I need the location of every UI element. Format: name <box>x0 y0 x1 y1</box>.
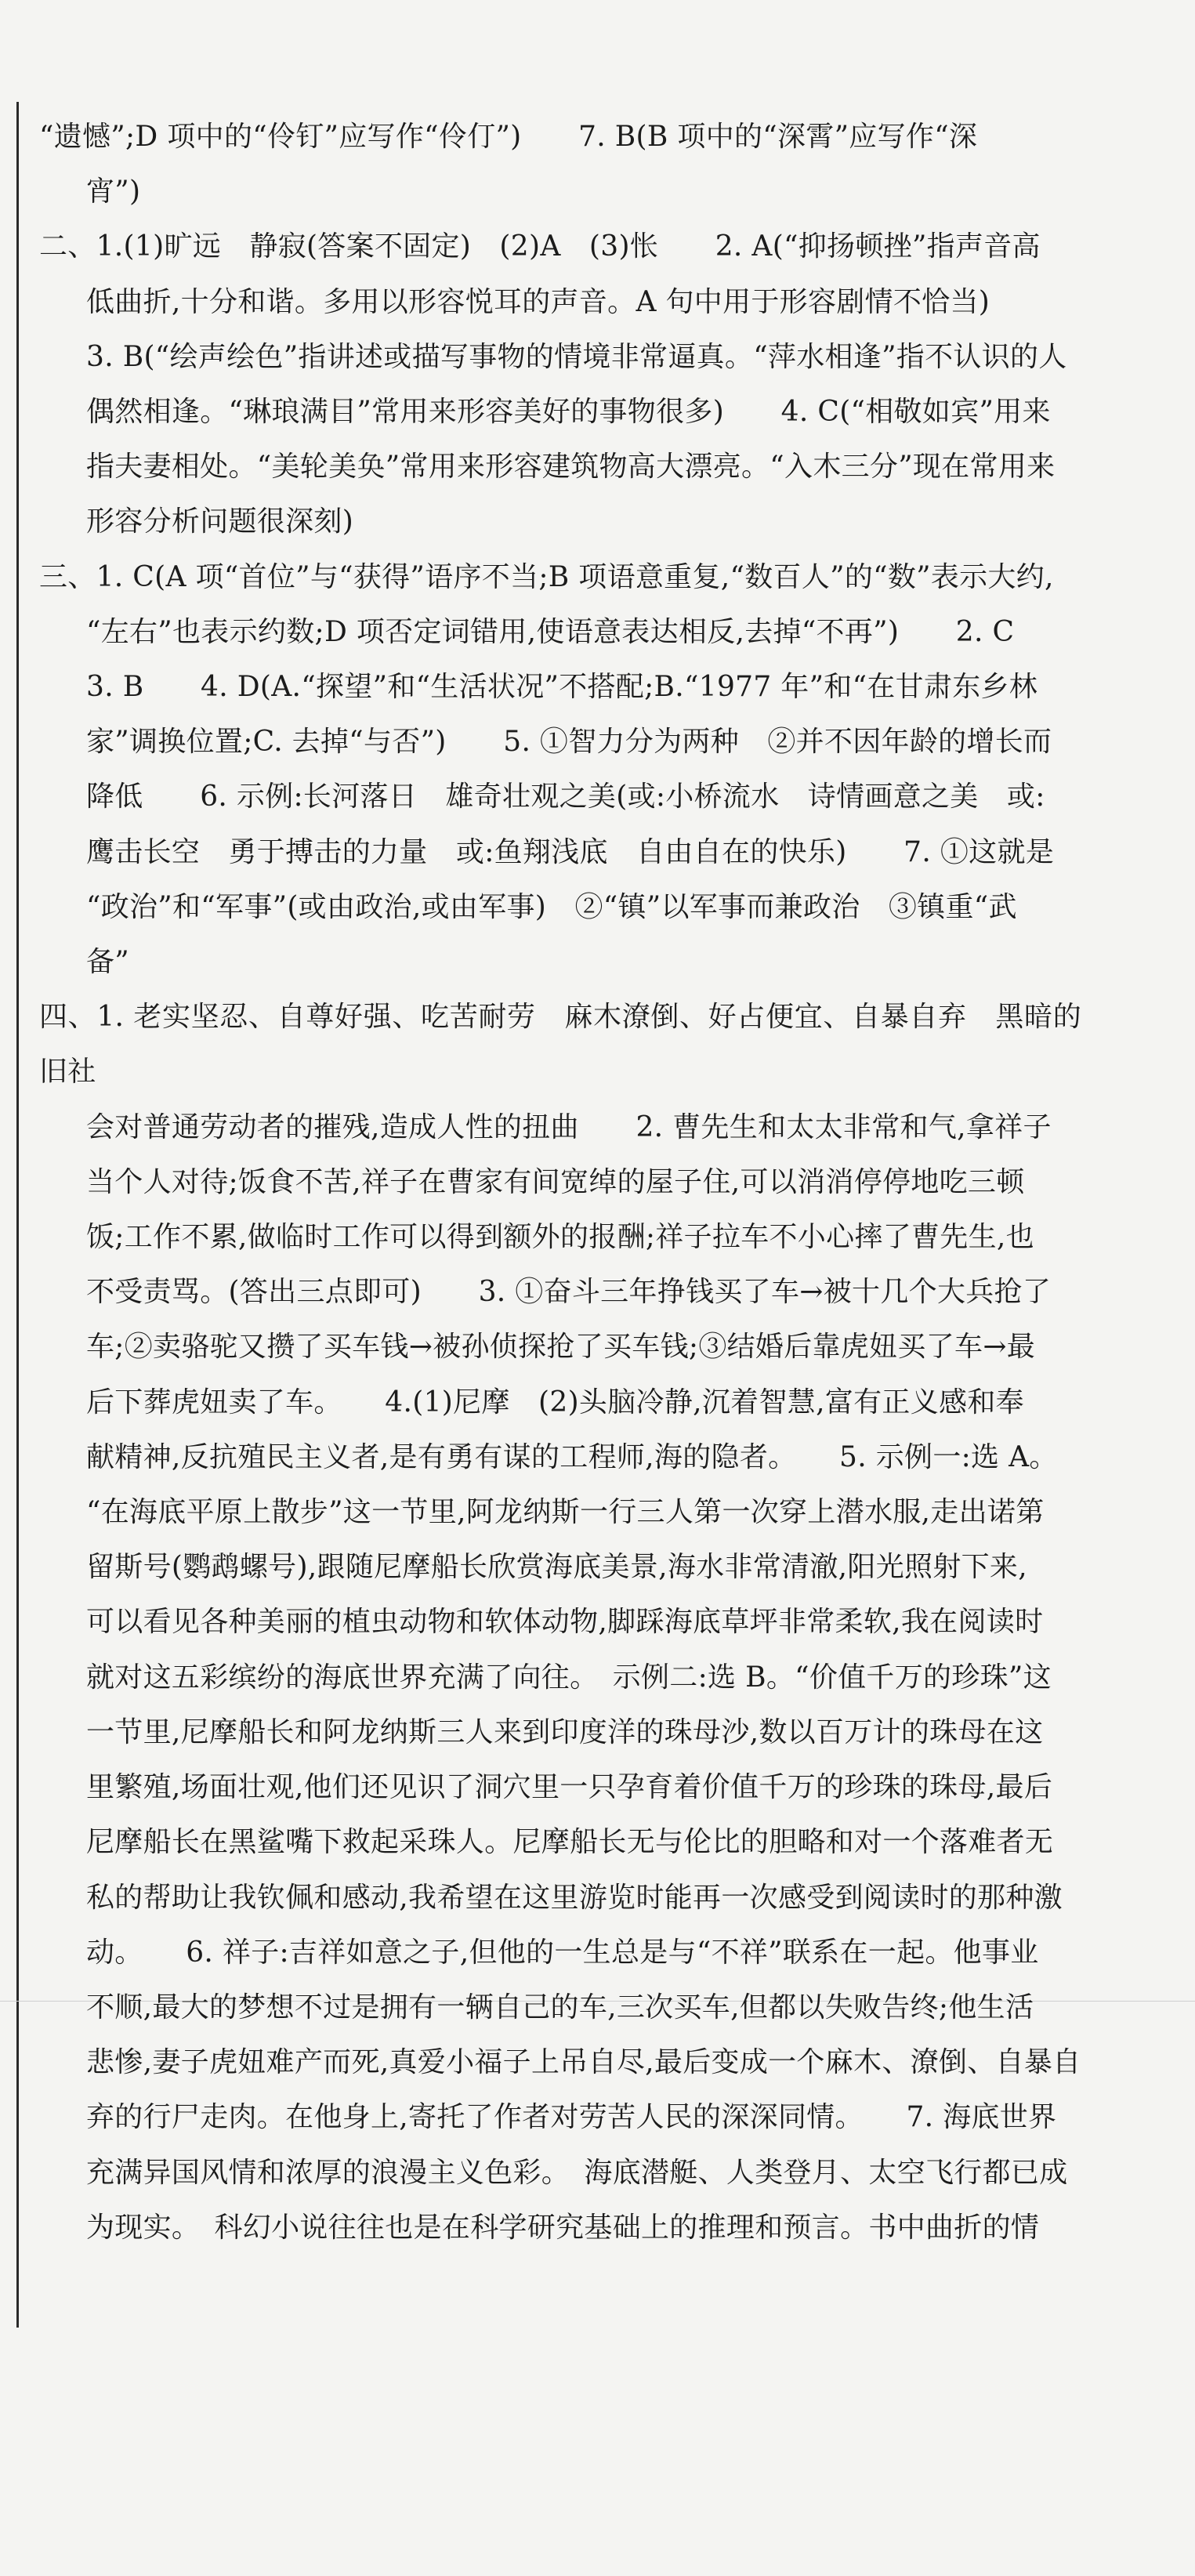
text-line: “左右”也表示约数;D 项否定词错用,使语意表达相反,去掉“不再”) 2. C <box>86 615 1015 648</box>
text-line: 就对这五彩缤纷的海底世界充满了向往。 示例二:选 B。“价值千万的珍珠”这 <box>86 1661 1052 1694</box>
text-line: 宵”) <box>86 176 141 208</box>
text-line: 家”调换位置;C. 去掉“与否”) 5. ①智力分为两种 ②并不因年龄的增长而 <box>86 726 1052 759</box>
text-line: “遗憾”;D 项中的“伶钉”应写作“伶仃”) 7. B(B 项中的“深霄”应写作“深 <box>39 121 978 153</box>
text-line: 3. B(“绘声绘色”指讲述或描写事物的情境非常逼真。“萍水相逢”指不认识的人 <box>86 340 1067 373</box>
text-line: 为现实。 科幻小说往往也是在科学研究基础上的推理和预言。书中曲折的情 <box>86 2211 1040 2244</box>
text-line: “政治”和“军事”(或由政治,或由军事) ②“镇”以军事而兼政治 ③镇重“武 <box>86 890 1017 923</box>
text-line: 动。 6. 祥子:吉祥如意之子,但他的一生总是与“不祥”联系在一起。他事业 <box>86 1936 1039 1969</box>
text-line: 鹰击长空 勇于搏击的力量 或:鱼翔浅底 自由自在的快乐) 7. ①这就是 <box>86 835 1055 868</box>
text-line: 低曲折,十分和谐。多用以形容悦耳的声音。A 句中用于形容剧情不恰当) <box>86 285 990 318</box>
text-line: 形容分析问题很深刻) <box>86 505 354 538</box>
left-margin-line <box>16 102 19 2328</box>
text-line: 悲惨,妻子虎妞难产而死,真爱小福子上吊自尽,最后变成一个麻木、潦倒、自暴自 <box>86 2046 1081 2079</box>
text-line: 献精神,反抗殖民主义者,是有勇有谋的工程师,海的隐者。 5. 示例一:选 A。 <box>86 1440 1058 1473</box>
section-three <box>39 550 1081 991</box>
text-line: 车;②卖骆驼又攒了买车钱→被孙侦探抢了买车钱;③结婚后靠虎妞买了车→最 <box>86 1331 1036 1364</box>
text-line: 留斯号(鹦鹉螺号),跟随尼摩船长欣赏海底美景,海水非常清澈,阳光照射下来, <box>86 1551 1027 1584</box>
text-line: 饭;工作不累,做临时工作可以得到额外的报酬;祥子拉车不小心摔了曹先生,也 <box>86 1221 1034 1254</box>
text-line: 偶然相逢。“琳琅满目”常用来形容美好的事物很多) 4. C(“相敬如宾”用来 <box>86 396 1051 429</box>
section-two <box>39 219 1081 549</box>
section-continuation <box>39 110 1081 219</box>
text-line: 尼摩船长在黑鲨嘴下救起采珠人。尼摩船长无与伦比的胆略和对一个落难者无 <box>86 1826 1054 1859</box>
text-line: 三、1. C(A 项“首位”与“获得”语序不当;B 项语意重复,“数百人”的“数”表示大约, <box>39 560 1054 593</box>
text-line: 一节里,尼摩船长和阿龙纳斯三人来到印度洋的珠母沙,数以百万计的珠母在这 <box>86 1716 1044 1748</box>
text-line: 不受责骂。(答出三点即可) 3. ①奋斗三年挣钱买了车→被十几个大兵抢了 <box>86 1276 1052 1309</box>
text-line: 弃的行尸走肉。在他身上,寄托了作者对劳苦人民的深深同情。 7. 海底世界 <box>86 2101 1057 2134</box>
text-line: 里繁殖,场面壮观,他们还见识了洞穴里一只孕育着价值千万的珍珠的珠母,最后 <box>86 1771 1053 1804</box>
text-line: 充满异国风情和浓厚的浪漫主义色彩。 海底潜艇、人类登月、太空飞行都已成 <box>86 2156 1068 2189</box>
answer-text <box>39 110 1081 2255</box>
text-line: “在海底平原上散步”这一节里,阿龙纳斯一行三人第一次穿上潜水服,走出诺第 <box>86 1496 1045 1529</box>
text-line: 可以看见各种美丽的植虫动物和软体动物,脚踩海底草坪非常柔软,我在阅读时 <box>86 1606 1044 1639</box>
section-four <box>39 990 1081 2255</box>
text-line: 会对普通劳动者的摧残,造成人性的扭曲 2. 曹先生和太太非常和气,拿祥子 <box>86 1110 1052 1143</box>
text-line: 备” <box>86 946 130 979</box>
text-line: 3. B 4. D(A.“探望”和“生活状况”不搭配;B.“1977 年”和“在甘肃东乡林 <box>86 671 1038 704</box>
text-line: 降低 6. 示例:长河落日 雄奇壮观之美(或:小桥流水 诗情画意之美 或: <box>86 781 1045 813</box>
text-line: 后下葬虎妞卖了车。 4.(1)尼摩 (2)头脑冷静,沉着智慧,富有正义感和奉 <box>86 1386 1024 1418</box>
text-line: 私的帮助让我钦佩和感动,我希望在这里游览时能再一次感受到阅读时的那种激 <box>86 1881 1063 1914</box>
text-line: 二、1.(1)旷远 静寂(答案不固定) (2)A (3)怅 2. A(“抑扬顿挫”指声音高 <box>39 230 1041 263</box>
text-line: 不顺,最大的梦想不过是拥有一辆自己的车,三次买车,但都以失败告终;他生活 <box>86 1991 1034 2023</box>
text-line: 四、1. 老实坚忍、自尊好强、吃苦耐劳 麻木潦倒、好占便宜、自暴自弃 黑暗的旧社 <box>39 1001 1081 1089</box>
text-line: 当个人对待;饭食不苦,祥子在曹家有间宽绰的屋子住,可以消消停停地吃三顿 <box>86 1165 1025 1198</box>
text-line: 指夫妻相处。“美轮美奂”常用来形容建筑物高大漂亮。“入木三分”现在常用来 <box>86 451 1056 484</box>
